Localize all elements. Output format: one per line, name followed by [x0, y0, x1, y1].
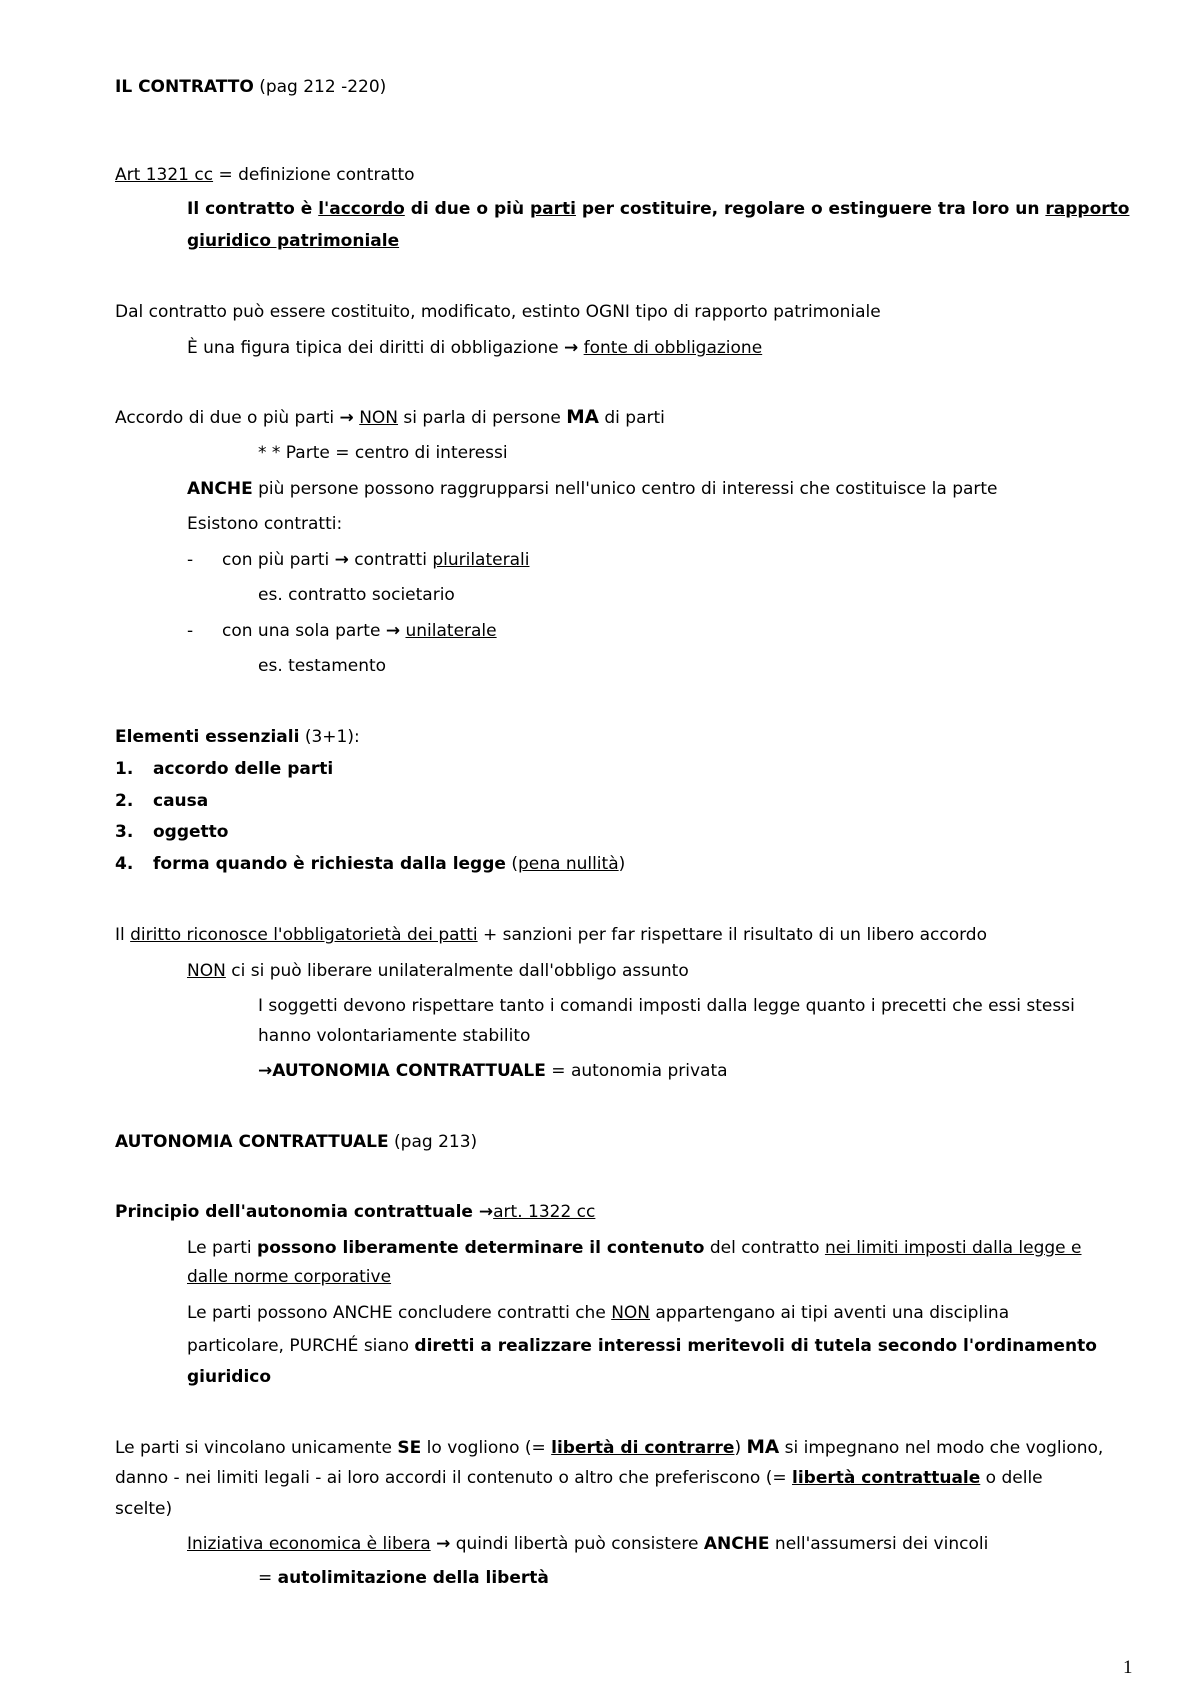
arrow-icon: → [334, 550, 349, 570]
list-item: con una sola parte → unilaterale [222, 621, 497, 641]
paragraph-line: Accordo di due o più parti → NON si parla di persone MA di parti [115, 407, 665, 428]
arrow-icon: → [339, 408, 354, 428]
paragraph-line: I soggetti devono rispettare tanto i comandi imposti dalla legge quanto i precetti che essi stessi [258, 996, 1075, 1016]
arrow-icon: → [258, 1061, 273, 1081]
paragraph-line: →AUTONOMIA CONTRATTUALE = autonomia privata [258, 1061, 728, 1081]
paragraph-line: danno - nei limiti legali - ai loro accordi il contenuto o altro che preferiscono (= libertà contrattuale o delle [115, 1468, 1043, 1488]
arrow-icon: → [436, 1534, 451, 1554]
paragraph-line: È una figura tipica dei diritti di obbligazione → fonte di obbligazione [187, 338, 763, 358]
paragraph-line: Iniziativa economica è libera → quindi libertà può consistere ANCHE nell'assumersi dei vincoli [187, 1534, 989, 1554]
list-item: forma quando è richiesta dalla legge (pena nullità) [153, 854, 626, 874]
section-heading: Elementi essenziali (3+1): [115, 727, 360, 747]
list-item: accordo delle parti [153, 759, 334, 779]
paragraph-line: dalle norme corporative [187, 1267, 392, 1287]
bullet-marker: - [187, 550, 194, 570]
arrow-icon: → [385, 621, 401, 641]
definition-line-2: giuridico patrimoniale [187, 231, 400, 251]
list-number: 2. [115, 791, 134, 811]
paragraph-line: Le parti possono ANCHE concludere contratti che NON appartengano ai tipi aventi una disciplina [187, 1303, 1010, 1323]
art-1321-line: Art 1321 cc = definizione contratto [115, 165, 415, 185]
list-number: 3. [115, 822, 134, 842]
example-line: es. testamento [258, 656, 387, 676]
paragraph-line: Le parti si vincolano unicamente SE lo vogliono (= libertà di contrarre) MA si impegnano nel modo che vogliono, [115, 1437, 1104, 1458]
list-item: causa [153, 791, 209, 811]
page-title: IL CONTRATTO (pag 212 -220) [115, 77, 387, 97]
arrow-icon: → [563, 338, 579, 358]
arrow-icon: → [478, 1202, 494, 1222]
paragraph-line: particolare, PURCHÉ siano diretti a realizzare interessi meritevoli di tutela secondo l'ordinamento [187, 1336, 1097, 1356]
paragraph-line: Le parti possono liberamente determinare il contenuto del contratto nei limiti imposti dalla legge e [187, 1238, 1082, 1258]
example-line: es. contratto societario [258, 585, 455, 605]
bullet-marker: - [187, 621, 194, 641]
paragraph-line: Dal contratto può essere costituito, modificato, estinto OGNI tipo di rapporto patrimoniale [115, 302, 881, 322]
section-heading: Principio dell'autonomia contrattuale →art. 1322 cc [115, 1202, 596, 1222]
definition-line-1: Il contratto è l'accordo di due o più parti per costituire, regolare o estinguere tra loro un rapporto [187, 199, 1130, 219]
page-number: 1 [1123, 1657, 1133, 1678]
paragraph-line: Il diritto riconosce l'obbligatorietà dei patti + sanzioni per far rispettare il risultato di un libero accordo [115, 925, 987, 945]
paragraph-line: NON ci si può liberare unilateralmente dall'obbligo assunto [187, 961, 689, 981]
list-item: oggetto [153, 822, 229, 842]
paragraph-line: ANCHE più persone possono raggrupparsi nell'unico centro di interessi che costituisce la parte [187, 479, 998, 499]
list-item: con più parti → contratti plurilaterali [222, 550, 530, 570]
paragraph-line: hanno volontariamente stabilito [258, 1026, 531, 1046]
paragraph-line: Esistono contratti: [187, 514, 343, 534]
section-title: AUTONOMIA CONTRATTUALE (pag 213) [115, 1132, 478, 1152]
paragraph-line: giuridico [187, 1367, 272, 1387]
paragraph-line: scelte) [115, 1499, 173, 1519]
note-line: * * Parte = centro di interessi [258, 443, 508, 463]
list-number: 1. [115, 759, 134, 779]
paragraph-line: = autolimitazione della libertà [258, 1568, 549, 1588]
list-number: 4. [115, 854, 134, 874]
